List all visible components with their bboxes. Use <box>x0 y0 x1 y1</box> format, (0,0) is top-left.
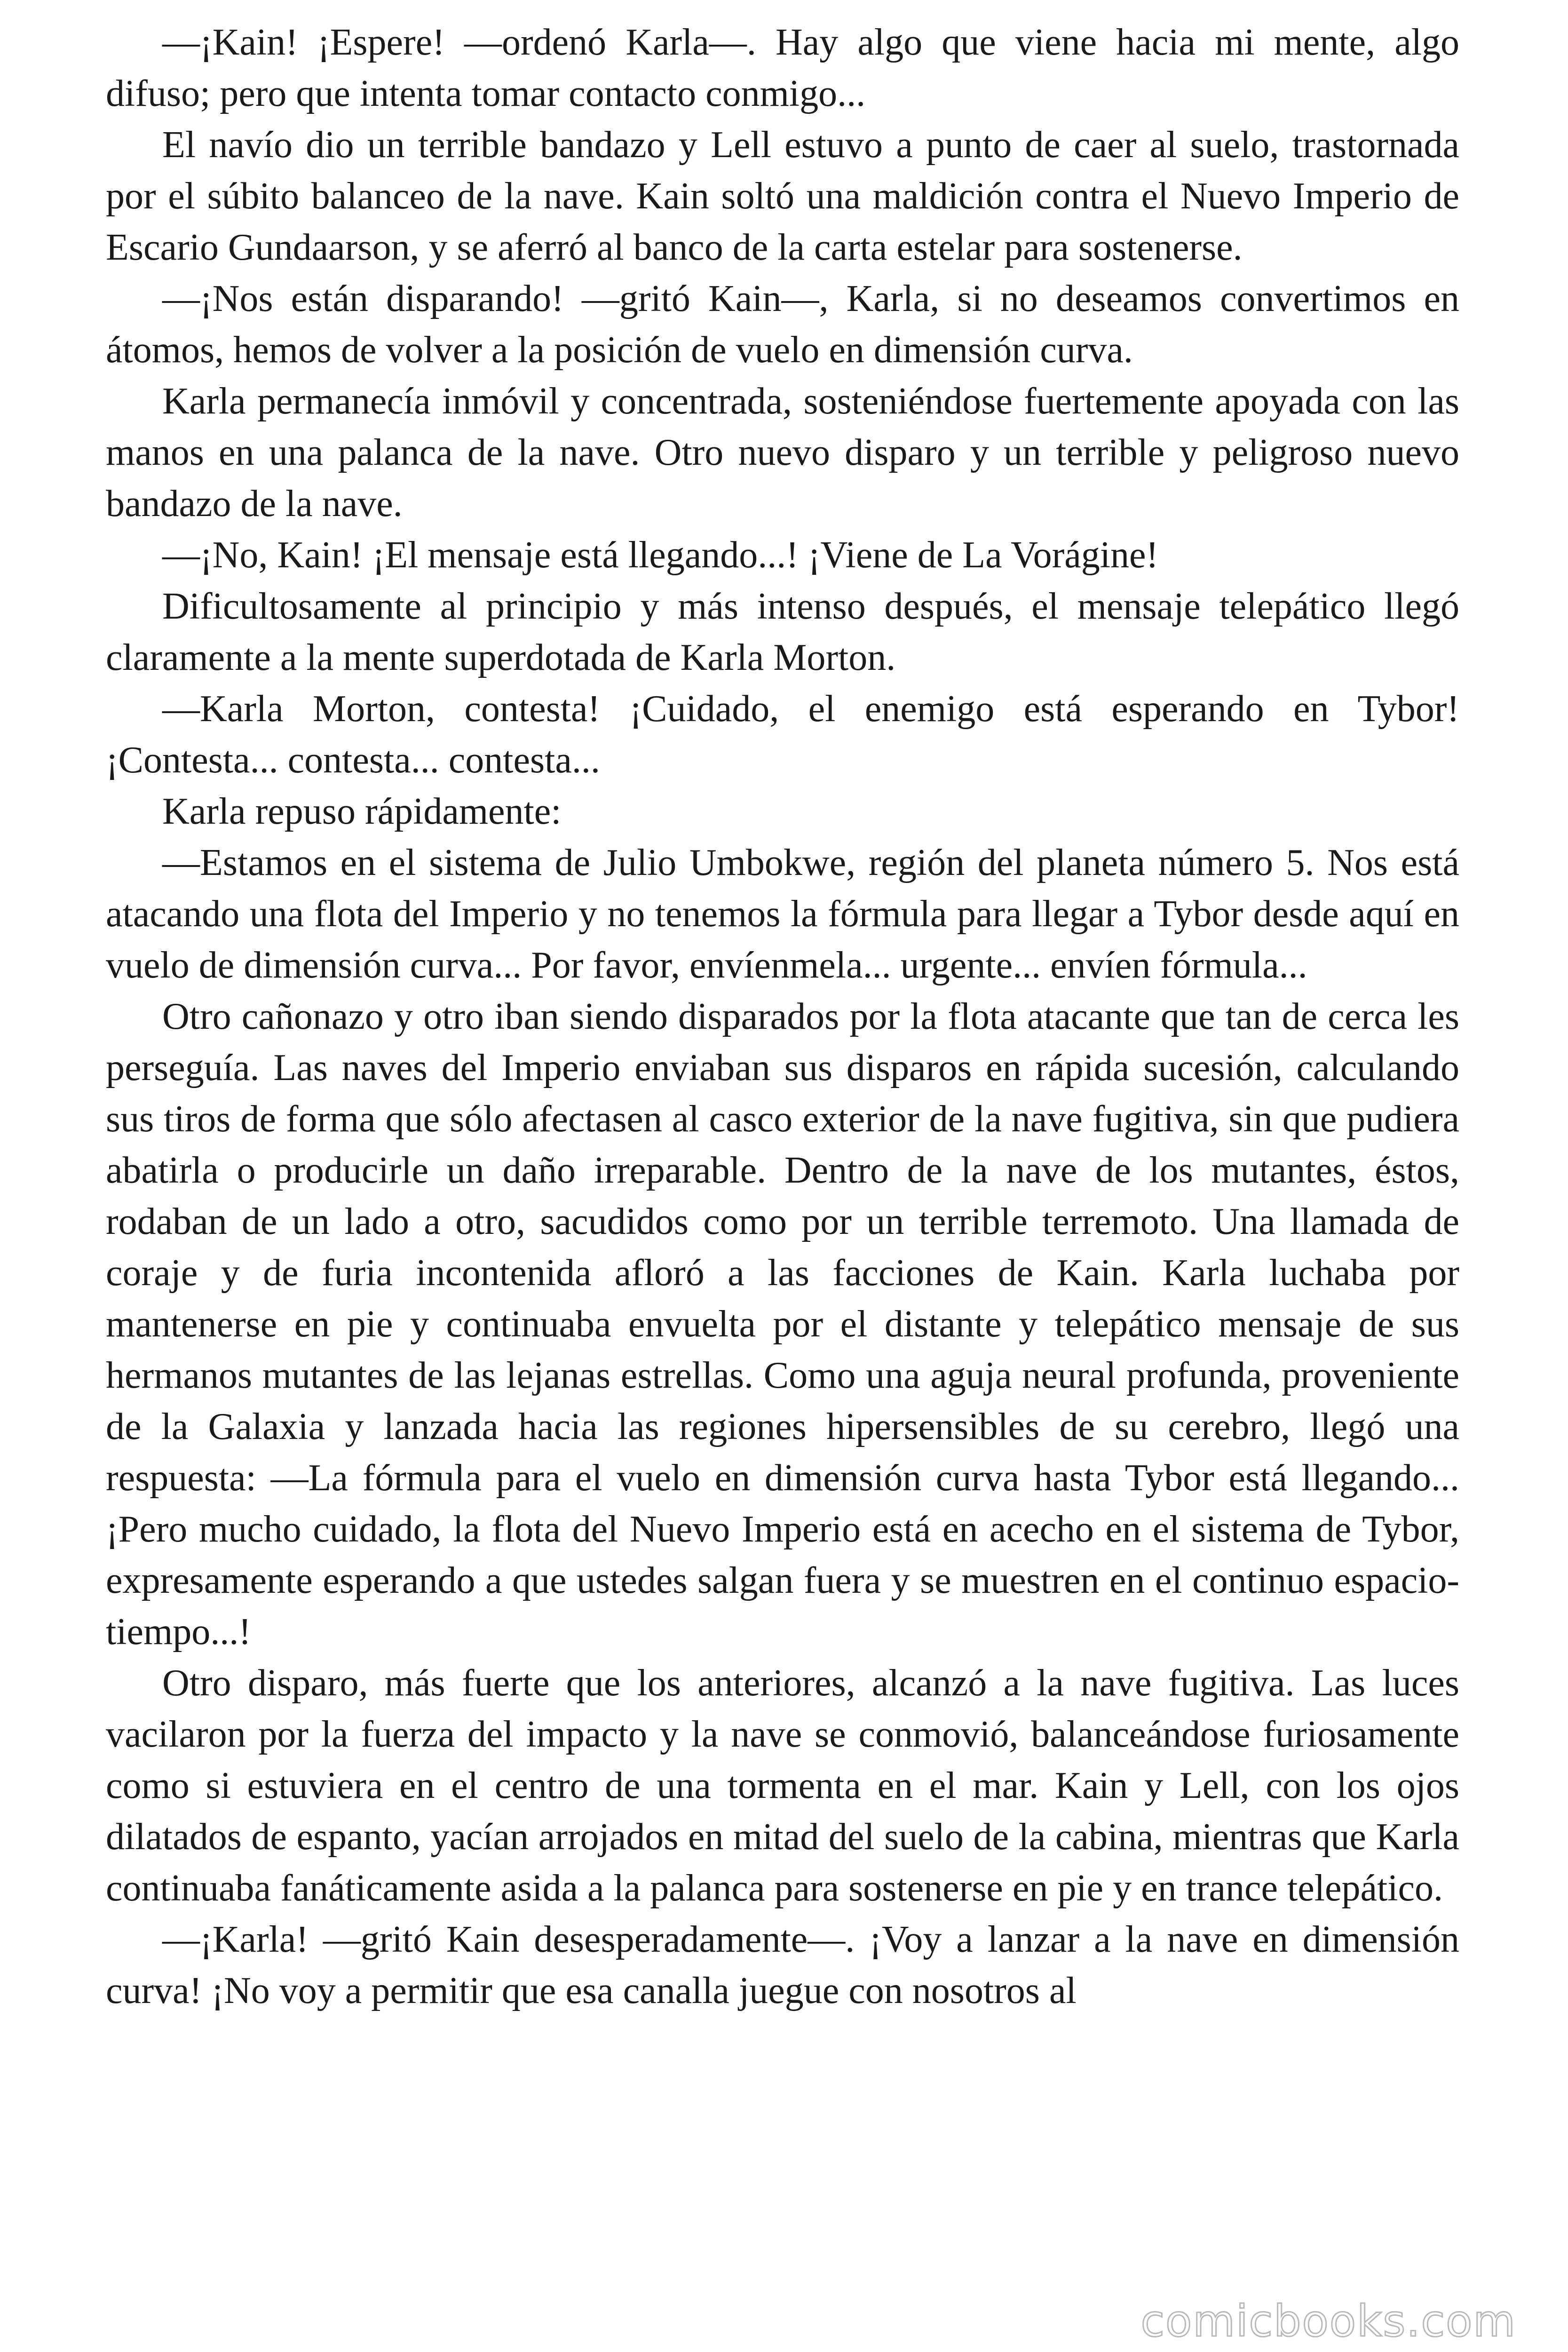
paragraph: —¡No, Kain! ¡El mensaje está llegando...! ¡Viene de La Vorágine! <box>162 534 1159 576</box>
paragraph: Otro disparo, más fuerte que los anteriores, alcanzó a la nave fugitiva. Las luces vacilaron por la fuerza del impacto y la nave se conmovió, balanceándose furiosamente como si estuviera en el centro de una tormenta en el mar. Kain y Lell, con los ojos dilatados de espanto, yacían arrojados en mitad del suelo de la cabina, mientras que Karla continuaba fanáticamente asida a la palanca para sostenerse en pie y en trance telepático. <box>106 1662 1459 1909</box>
paragraph: —¡Karla! —gritó Kain desesperadamente—. ¡Voy a lanzar a la nave en dimensión curva! ¡No voy a permitir que esa canalla juegue con nosotros al <box>106 1919 1459 2011</box>
paragraph: —Estamos en el sistema de Julio Umbokwe, región del planeta número 5. Nos está atacando una flota del Imperio y no tenemos la fórmula para llegar a Tybor desde aquí en vuelo de dimensión curva... Por favor, envíenmela... urgente... envíen fórmula... <box>106 842 1459 986</box>
paragraph: Dificultosamente al principio y más intenso después, el mensaje telepático llegó claramente a la mente superdotada de Karla Morton. <box>106 586 1459 678</box>
paragraph: —Karla Morton, contesta! ¡Cuidado, el enemigo está esperando en Tybor! ¡Contesta... contesta... contesta... <box>106 688 1459 781</box>
watermark: comicbooks.com <box>1140 2296 1516 2346</box>
paragraph: Karla permanecía inmóvil y concentrada, sosteniéndose fuertemente apoyada con las manos en una palanca de la nave. Otro nuevo disparo y un terrible y peligroso nuevo bandazo de la nave. <box>106 381 1459 524</box>
paragraph: Otro cañonazo y otro iban siendo disparados por la flota atacante que tan de cerca les perseguía. Las naves del Imperio enviaban sus disparos en rápida sucesión, calculando sus tiros de forma que sólo afectasen al casco exterior de la nave fugitiva, sin que pudiera abatirla o producirle un daño irreparable. Dentro de la nave de los mutantes, éstos, rodaban de un lado a otro, sacudidos como por un terrible terremoto. Una llamada de coraje y de furia incontenida afloró a las facciones de Kain. Karla luchaba por mantenerse en pie y continuaba envuelta por el distante y telepático mensaje de sus hermanos mutantes de las lejanas estrellas. Como una aguja neural profunda, proveniente de la Galaxia y lanzada hacia las regiones hipersensibles de su cerebro, llegó una respuesta: —La fórmula para el vuelo en dimensión curva hasta Tybor está llegando... ¡Pero mucho cuidado, la flota del Nuevo Imperio está en acecho en el sistema de Tybor, expresamente esperando a que ustedes salgan fuera y se muestren en el continuo espacio-tiempo...! <box>106 996 1459 1653</box>
paragraph: Karla repuso rápidamente: <box>162 791 562 832</box>
paragraph: El navío dio un terrible bandazo y Lell estuvo a punto de caer al suelo, trastornada por el súbito balanceo de la nave. Kain soltó una maldición contra el Nuevo Imperio de Escario Gundaarson, y se aferró al banco de la carta estelar para sostenerse. <box>106 124 1459 268</box>
paragraph: —¡Nos están disparando! —gritó Kain—, Karla, si no deseamos convertimos en átomos, hemos de volver a la posición de vuelo en dimensión curva. <box>106 278 1459 371</box>
page-body <box>106 17 1459 2017</box>
paragraph: —¡Kain! ¡Espere! —ordenó Karla—. Hay algo que viene hacia mi mente, algo difuso; pero que intenta tomar contacto conmigo... <box>106 22 1459 114</box>
